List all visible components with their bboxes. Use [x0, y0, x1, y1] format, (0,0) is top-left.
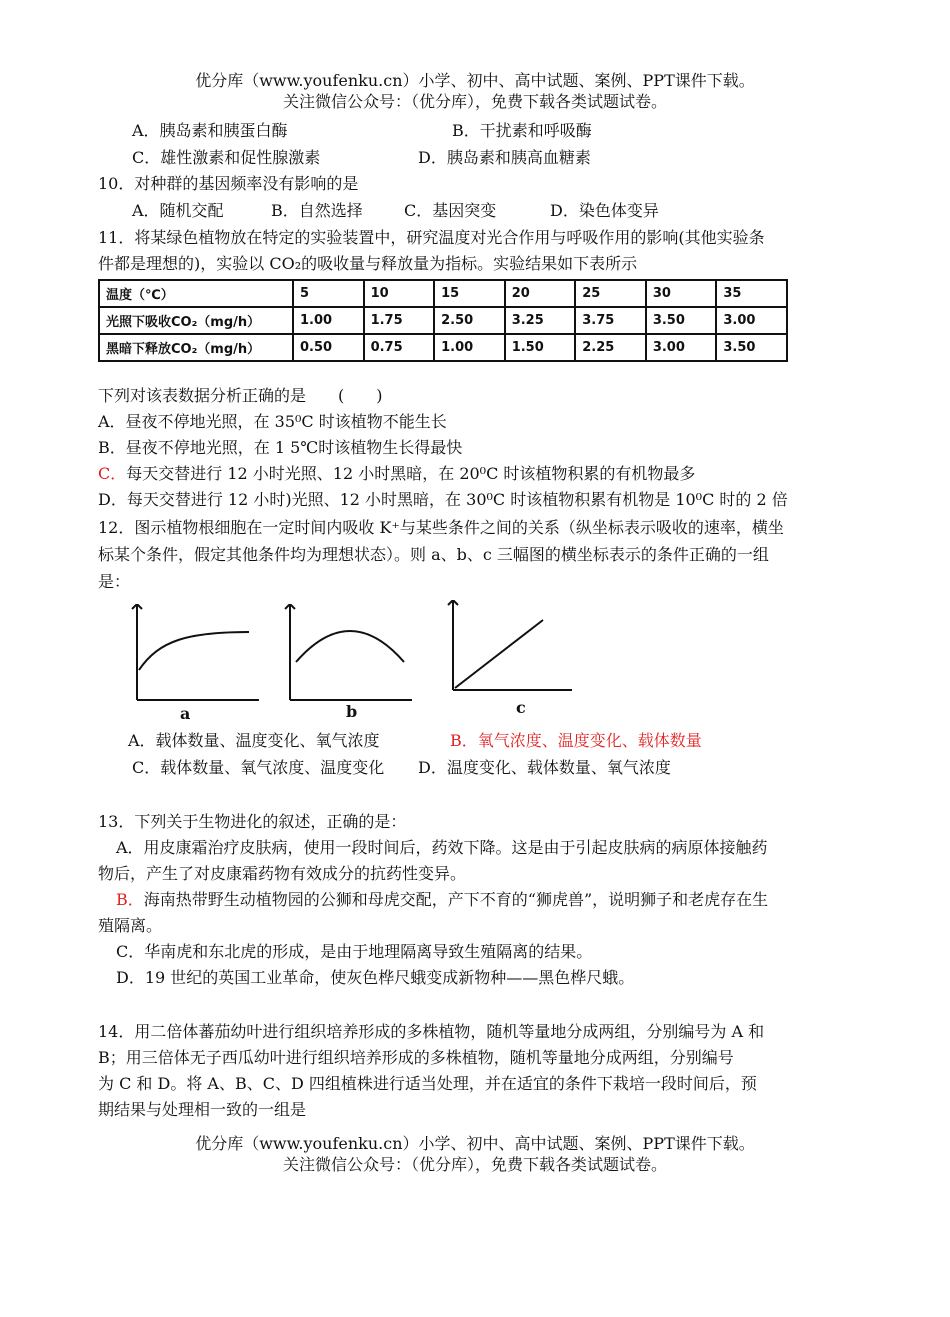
q11-option-c	[98, 463, 695, 485]
graph-b-curve	[296, 631, 404, 662]
q11-data-table	[98, 279, 788, 362]
q13-option-c: C．华南虎和东北虎的形成，是由于地理隔离导致生殖隔离的结果。	[116, 942, 593, 961]
q13-option-a-line-1: A．用皮康霜治疗皮肤病，使用一段时间后，药效下降。这是由于引起皮肤病的病原体接触药	[116, 838, 768, 857]
table-cell: 2.50	[434, 307, 505, 334]
q9-option-b: B．干扰素和呼吸酶	[452, 121, 592, 140]
q9-option-c: C．雄性激素和促性腺激素	[132, 148, 321, 167]
table-row-label: 光照下吸收CO₂（mg/h）	[99, 307, 293, 334]
table-row-temperature	[99, 280, 787, 307]
footer-line-1: 优分库（www.youfenku.cn）小学、初中、高中试题、案例、PPT课件下载。	[195, 1134, 755, 1153]
table-cell: 1.00	[434, 334, 505, 361]
q12-option-d: D．温度变化、载体数量、氧气浓度	[418, 758, 671, 777]
q14-line-3: 为 C 和 D。将 A、B、C、D 四组植株进行适当处理，并在适宜的条件下栽培一段时间后，预	[98, 1074, 757, 1093]
table-cell: 2.25	[575, 334, 646, 361]
q11-stem-line-1: 11．将某绿色植物放在特定的实验装置中，研究温度对光合作用与呼吸作用的影响(其他实验条	[98, 228, 765, 247]
q13-stem: 13．下列关于生物进化的叙述，正确的是：	[98, 812, 407, 831]
table-cell: 0.75	[364, 334, 435, 361]
header-line-2: 关注微信公众号：（优分库），免费下载各类试题试卷。	[282, 92, 667, 111]
table-row-label: 温度（℃）	[99, 280, 293, 307]
graph-a-curve	[139, 632, 249, 670]
q10-option-c: C．基因突变	[404, 201, 497, 220]
q11-option-a: A．昼夜不停地光照，在 35⁰C 时该植物不能生长	[98, 412, 447, 431]
table-cell: 35	[716, 280, 787, 307]
q14-line-1: 14．用二倍体蕃茄幼叶进行组织培养形成的多株植物，随机等量地分成两组，分别编号为 A 和	[98, 1022, 765, 1041]
table-row-light	[99, 307, 787, 334]
q13-option-a-line-2: 物后，产生了对皮康霜药物有效成分的抗药性变异。	[98, 864, 467, 883]
q11-stem-line-2: 件都是理想的)，实验以 CO₂的吸收量与释放量为指标。实验结果如下表所示	[98, 254, 638, 273]
table-cell: 3.00	[716, 307, 787, 334]
graph-b-label: b	[346, 702, 358, 721]
q12-option-a: A．载体数量、温度变化、氧气浓度	[128, 731, 380, 750]
q12-stem-line-1: 12．图示植物根细胞在一定时间内吸收 K⁺与某些条件之间的关系（纵坐标表示吸收的速率，横坐	[98, 518, 784, 537]
q13-option-b-line-2: 殖隔离。	[98, 916, 163, 935]
table-cell: 15	[434, 280, 505, 307]
graph-c	[446, 600, 576, 696]
q12-stem-line-2: 标某个条件，假定其他条件均为理想状态）。则 a、b、c 三幅图的横坐标表示的条件正确的一组	[98, 545, 769, 564]
graph-c-label: c	[516, 698, 526, 717]
q13-option-b-line-1	[116, 889, 768, 911]
footer-line-2: 关注微信公众号：（优分库），免费下载各类试题试卷。	[282, 1155, 667, 1174]
table-row-label: 黑暗下释放CO₂（mg/h）	[99, 334, 293, 361]
q12-option-c: C．载体数量、氧气浓度、温度变化	[132, 758, 385, 777]
q11-option-c-letter: C．	[98, 464, 127, 483]
table-cell: 1.50	[505, 334, 576, 361]
q11-option-b: B．昼夜不停地光照，在 1 5℃时该植物生长得最快	[98, 438, 463, 457]
graph-c-line	[455, 620, 543, 688]
q13-option-d: D．19 世纪的英国工业革命，使灰色桦尺蛾变成新物种——黑色桦尺蛾。	[116, 968, 635, 987]
table-row-dark	[99, 334, 787, 361]
q10-stem: 10．对种群的基因频率没有影响的是	[98, 174, 359, 193]
table-cell: 25	[575, 280, 646, 307]
table-cell: 5	[293, 280, 364, 307]
graph-b	[282, 604, 422, 704]
table-cell: 3.25	[505, 307, 576, 334]
table-cell: 10	[364, 280, 435, 307]
table-cell: 30	[646, 280, 717, 307]
q12-stem-line-3: 是：	[98, 572, 131, 591]
q13-option-b-text: 海南热带野生动植物园的公狮和母虎交配，产下不育的“狮虎兽”，说明狮子和老虎存在生	[143, 890, 769, 909]
q9-option-a: A．胰岛素和胰蛋白酶	[132, 121, 288, 140]
q11-prompt: 下列对该表数据分析正确的是 ( )	[98, 386, 383, 405]
graph-a-label: a	[180, 704, 191, 723]
table-cell: 1.75	[364, 307, 435, 334]
q10-option-b: B．自然选择	[271, 201, 363, 220]
q10-option-d: D．染色体变异	[550, 201, 659, 220]
table-cell: 0.50	[293, 334, 364, 361]
table-cell: 3.75	[575, 307, 646, 334]
table-cell: 1.00	[293, 307, 364, 334]
q11-option-c-text: 每天交替进行 12 小时光照、12 小时黑暗，在 20⁰C 时该植物积累的有机物最多	[126, 464, 696, 483]
q14-line-4: 期结果与处理相一致的一组是	[98, 1100, 307, 1119]
header-line-1: 优分库（www.youfenku.cn）小学、初中、高中试题、案例、PPT课件下载。	[195, 71, 755, 90]
q14-line-2: B；用三倍体无子西瓜幼叶进行组织培养形成的多株植物，随机等量地分成两组，分别编号	[98, 1048, 734, 1067]
table-cell: 3.50	[716, 334, 787, 361]
graph-a	[124, 604, 264, 704]
q9-option-d: D．胰岛素和胰高血糖素	[418, 148, 591, 167]
q11-option-d: D．每天交替进行 12 小时)光照、12 小时黑暗，在 30⁰C 时该植物积累有机物是 10⁰C 时的 2 倍	[98, 490, 788, 509]
table-cell: 3.50	[646, 307, 717, 334]
q12-option-b: B．氧气浓度、温度变化、载体数量	[450, 731, 702, 750]
q10-option-a: A．随机交配	[132, 201, 224, 220]
q13-option-b-letter: B．	[116, 890, 144, 909]
table-cell: 3.00	[646, 334, 717, 361]
table-cell: 20	[505, 280, 576, 307]
